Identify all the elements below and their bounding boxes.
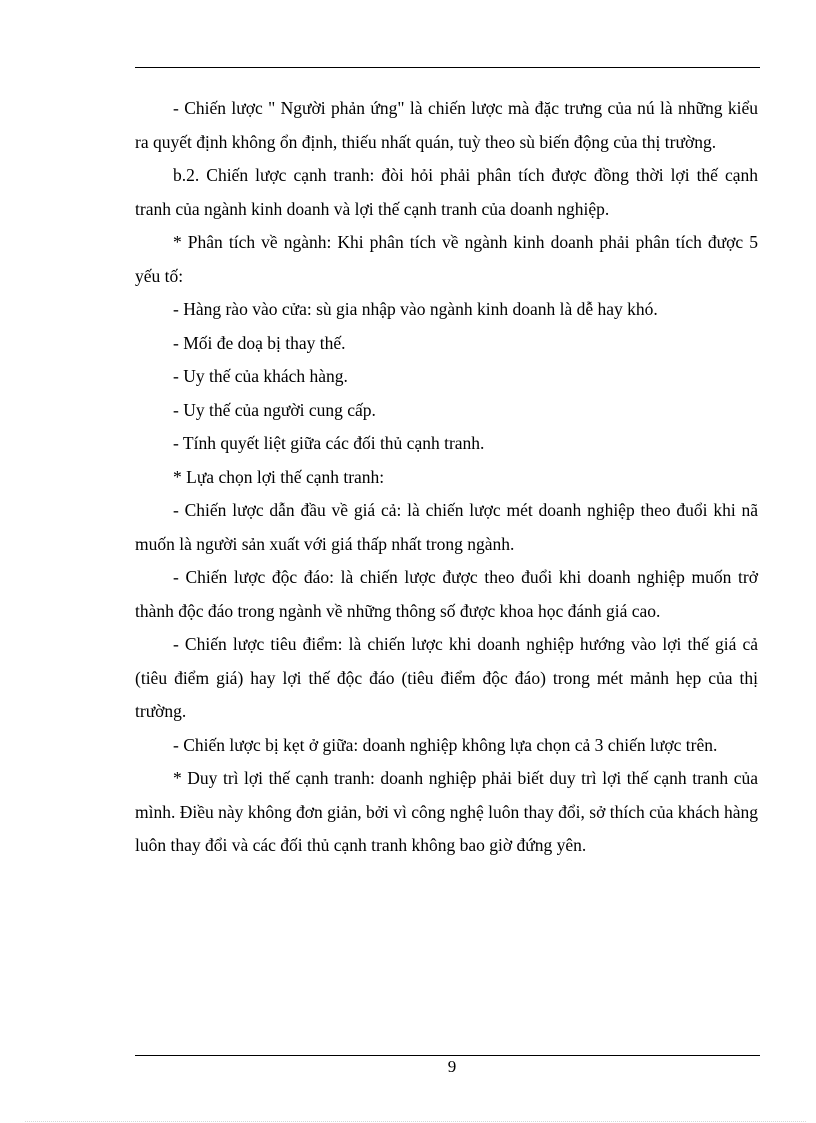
paragraph-choose-advantage: * Lựa chọn lợi thế cạnh tranh:: [173, 466, 385, 487]
list-item-customer-power: - Uy thế của khách hàng.: [173, 366, 348, 386]
paragraph-differentiation: - Chiến lược độc đáo: là chiến lược được theo đuổi khi doanh nghiệp muốn trở thành độc đáo trong ngành về những thông số được khoa học đánh giá cao.: [135, 567, 758, 621]
page-edge-divider: [25, 1121, 806, 1122]
paragraph-reactor-strategy: - Chiến lược " Người phản ứng" là chiến lược mà đặc trưng của nú là những kiểu ra quyết định không ổn định, thiếu nhất quán, tuỳ theo sù biến động của thị trường.: [135, 98, 758, 152]
list-item-entry-barriers: - Hàng rào vào cửa: sù gia nhập vào ngành kinh doanh là dễ hay khó.: [173, 299, 658, 319]
page-number: 9: [447, 1057, 457, 1076]
header-rule: [135, 67, 760, 68]
list-item-rivalry: - Tính quyết liệt giữa các đối thủ cạnh tranh.: [173, 433, 485, 453]
paragraph-focus-strategy: - Chiến lược tiêu điểm: là chiến lược khi doanh nghiệp hướng vào lợi thế giá cả (tiêu điểm giá) hay lợi thế độc đáo (tiêu điểm độc đáo) trong mét mảnh hẹp của thị trường.: [135, 634, 758, 721]
list-item-substitution-threat: - Mối đe doạ bị thay thế.: [173, 332, 346, 353]
document-body: [135, 92, 758, 863]
paragraph-stuck-in-middle: - Chiến lược bị kẹt ở giữa: doanh nghiệp không lựa chọn cả 3 chiến lược trên.: [173, 734, 718, 755]
paragraph-industry-analysis: * Phân tích về ngành: Khi phân tích về ngành kinh doanh phải phân tích được 5 yếu tố:: [135, 232, 758, 286]
list-item-supplier-power: - Uy thế của người cung cấp.: [173, 399, 376, 420]
paragraph-cost-leadership: - Chiến lược dẫn đầu về giá cả: là chiến lược mét doanh nghiệp theo đuổi khi nã muốn là người sản xuất với giá thấp nhất trong ngành.: [135, 500, 758, 554]
paragraph-competitive-strategy: b.2. Chiến lược cạnh tranh: đòi hỏi phải phân tích được đồng thời lợi thế cạnh tranh của ngành kinh doanh và lợi thế cạnh tranh của doanh nghiệp.: [135, 165, 758, 219]
paragraph-sustain-advantage: * Duy trì lợi thế cạnh tranh: doanh nghiệp phải biết duy trì lợi thế cạnh tranh của mình. Điều này không đơn giản, bởi vì công nghệ luôn thay đổi, sở thích của khách hàng luôn thay đổi và các đối thủ cạnh tranh không bao giờ đứng yên.: [135, 768, 758, 855]
